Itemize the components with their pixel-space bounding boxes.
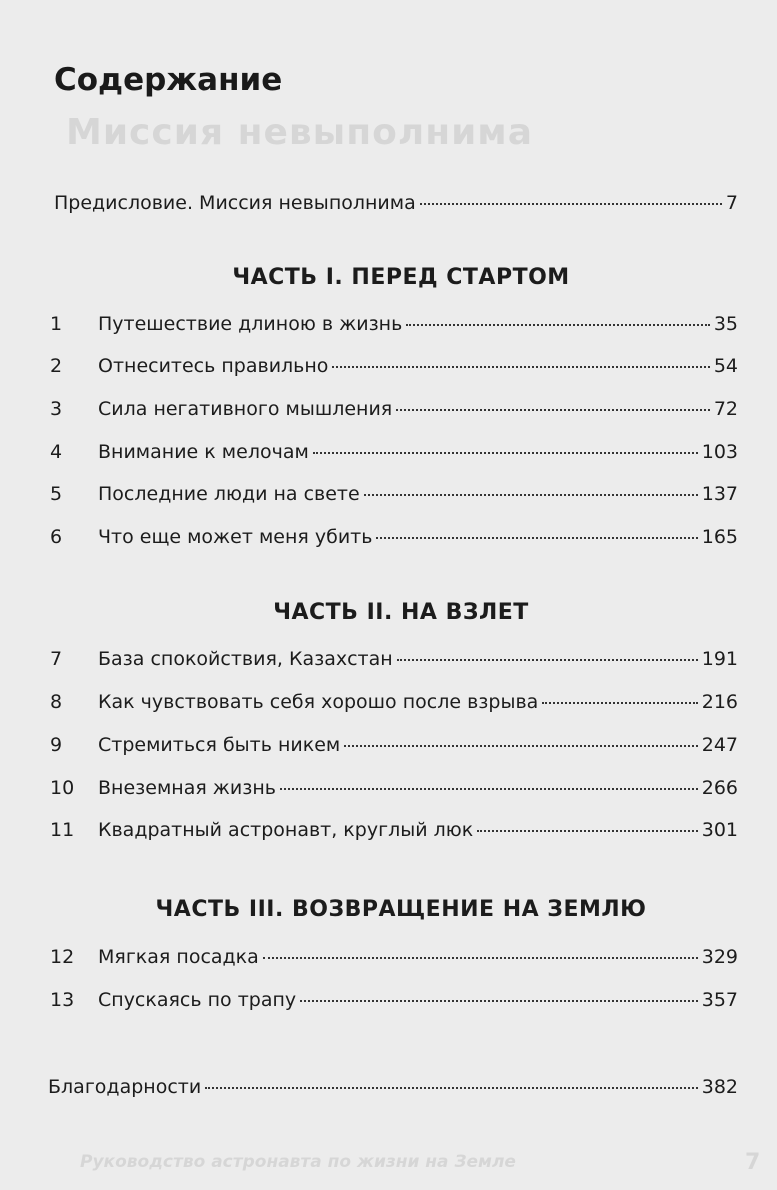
entry-title: Как чувствовать себя хорошо после взрыва bbox=[98, 691, 539, 713]
chapter-number: 11 bbox=[50, 819, 75, 841]
dot-leader bbox=[397, 659, 698, 661]
chapter-number: 5 bbox=[50, 483, 63, 505]
dot-leader bbox=[300, 1000, 698, 1002]
chapter-number: 2 bbox=[50, 355, 63, 377]
chapter-number: 1 bbox=[50, 313, 63, 335]
part-heading: ЧАСТЬ II. НА ВЗЛЕТ bbox=[273, 600, 529, 625]
entry-page: 165 bbox=[701, 526, 738, 548]
entry-title: База спокойствия, Казахстан bbox=[98, 648, 393, 670]
entry-page: 247 bbox=[701, 734, 738, 756]
toc-title: Содержание bbox=[54, 62, 283, 98]
chapter-number: 8 bbox=[50, 691, 63, 713]
entry-page: 301 bbox=[701, 819, 738, 841]
entry-page: 54 bbox=[713, 355, 738, 377]
toc-entry-chapter bbox=[50, 397, 738, 421]
entry-title: Спускаясь по трапу bbox=[98, 989, 297, 1011]
part-heading: ЧАСТЬ I. ПЕРЕД СТАРТОМ bbox=[232, 265, 570, 290]
toc-entry-acknowledgments bbox=[48, 1075, 738, 1099]
dot-leader bbox=[420, 203, 722, 205]
toc-entry-chapter bbox=[50, 776, 738, 800]
entry-page: 103 bbox=[701, 441, 738, 463]
toc-entry-chapter bbox=[50, 988, 738, 1012]
dot-leader bbox=[396, 409, 710, 411]
entry-page: 7 bbox=[725, 192, 738, 214]
entry-title: Отнеситесь правильно bbox=[98, 355, 329, 377]
entry-title: Благодарности bbox=[48, 1076, 202, 1098]
toc-entry-chapter bbox=[50, 818, 738, 842]
entry-title: Предисловие. Миссия невыполнима bbox=[54, 192, 416, 214]
chapter-number: 9 bbox=[50, 734, 63, 756]
part-heading: ЧАСТЬ III. ВОЗВРАЩЕНИЕ НА ЗЕМЛЮ bbox=[155, 897, 647, 922]
toc-entry-chapter bbox=[50, 312, 738, 336]
dot-leader bbox=[364, 494, 698, 496]
toc-entry-chapter bbox=[50, 733, 738, 757]
chapter-number: 4 bbox=[50, 441, 63, 463]
toc-entry-chapter bbox=[50, 354, 738, 378]
toc-entry-chapter bbox=[50, 945, 738, 969]
toc-entry-preface bbox=[54, 191, 738, 215]
dot-leader bbox=[406, 324, 710, 326]
chapter-number: 3 bbox=[50, 398, 63, 420]
entry-title: Сила негативного мышления bbox=[98, 398, 393, 420]
chapter-number: 12 bbox=[50, 946, 75, 968]
entry-page: 137 bbox=[701, 483, 738, 505]
entry-title: Внимание к мелочам bbox=[98, 441, 309, 463]
toc-entry-chapter bbox=[50, 525, 738, 549]
entry-page: 191 bbox=[701, 648, 738, 670]
entry-title: Что еще может меня убить bbox=[98, 526, 373, 548]
dot-leader bbox=[332, 366, 709, 368]
chapter-number: 6 bbox=[50, 526, 63, 548]
entry-title: Квадратный астронавт, круглый люк bbox=[98, 819, 474, 841]
dot-leader bbox=[313, 452, 698, 454]
toc-entry-chapter bbox=[50, 690, 738, 714]
entry-page: 216 bbox=[701, 691, 738, 713]
entry-title: Путешествие длиною в жизнь bbox=[98, 313, 403, 335]
entry-page: 72 bbox=[713, 398, 738, 420]
entry-page: 382 bbox=[701, 1076, 738, 1098]
dot-leader bbox=[477, 830, 698, 832]
chapter-number: 10 bbox=[50, 777, 75, 799]
toc-entry-chapter bbox=[50, 482, 738, 506]
entry-title: Последние люди на свете bbox=[98, 483, 360, 505]
dot-leader bbox=[280, 788, 698, 790]
bleed-through-page-number: 7 bbox=[745, 1150, 761, 1175]
entry-title: Мягкая посадка bbox=[98, 946, 259, 968]
entry-page: 35 bbox=[713, 313, 738, 335]
bleed-through-title: Миссия невыполнима bbox=[66, 112, 534, 153]
dot-leader bbox=[205, 1087, 698, 1089]
bleed-through-footer: Руководство астронавта по жизни на Земле bbox=[80, 1152, 516, 1172]
dot-leader bbox=[376, 537, 697, 539]
dot-leader bbox=[344, 745, 697, 747]
chapter-number: 13 bbox=[50, 989, 75, 1011]
chapter-number: 7 bbox=[50, 648, 63, 670]
entry-page: 266 bbox=[701, 777, 738, 799]
dot-leader bbox=[263, 957, 698, 959]
entry-title: Внеземная жизнь bbox=[98, 777, 276, 799]
toc-entry-chapter bbox=[50, 647, 738, 671]
entry-page: 357 bbox=[701, 989, 738, 1011]
toc-entry-chapter bbox=[50, 440, 738, 464]
entry-title: Стремиться быть никем bbox=[98, 734, 341, 756]
entry-page: 329 bbox=[701, 946, 738, 968]
dot-leader bbox=[542, 702, 697, 704]
